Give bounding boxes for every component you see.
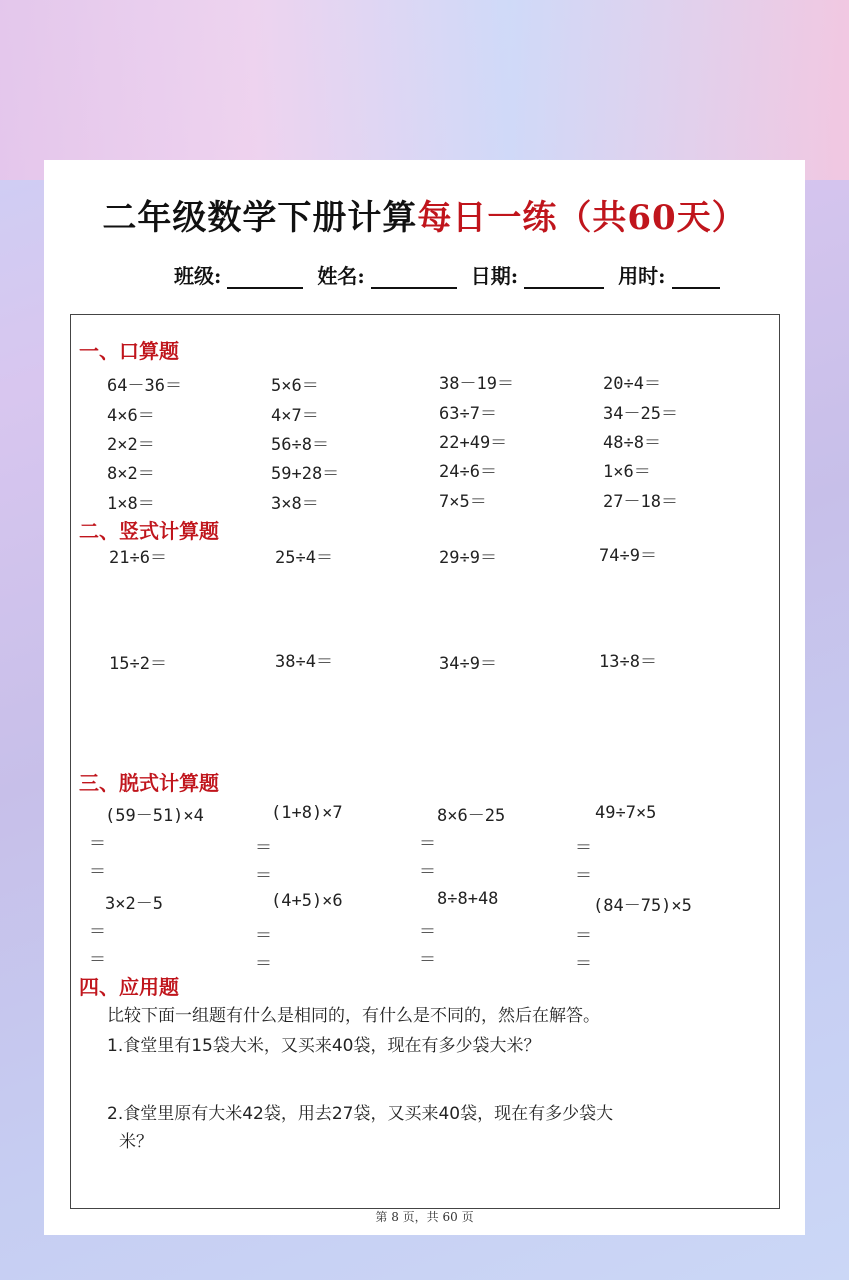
oral-item: 34－25＝ — [603, 404, 678, 424]
vertical-item: 29÷9＝ — [439, 548, 497, 568]
oral-item: 1×8＝ — [107, 494, 155, 514]
step-item: (59－51)×4 — [105, 806, 204, 826]
oral-item: 48÷8＝ — [603, 433, 661, 453]
step-item: 49÷7×5 — [595, 803, 657, 823]
word-intro: 比较下面一组题有什么是相同的，有什么是不同的，然后在解答。 — [107, 1006, 600, 1026]
equals-sign: ＝ — [255, 838, 272, 858]
vertical-item: 21÷6＝ — [109, 548, 167, 568]
equals-sign: ＝ — [89, 950, 106, 970]
equals-sign: ＝ — [89, 862, 106, 882]
vertical-item: 74÷9＝ — [599, 546, 657, 566]
equals-sign: ＝ — [255, 954, 272, 974]
oral-item: 20÷4＝ — [603, 374, 661, 394]
page-footer: 第 8 页，共 60 页 — [375, 1210, 474, 1224]
equals-sign: ＝ — [419, 834, 436, 854]
oral-item: 38－19＝ — [439, 374, 514, 394]
section-vertical-title: 二、竖式计算题 — [79, 519, 219, 543]
background-glow — [0, 0, 849, 180]
name-label: 姓名: — [317, 264, 365, 288]
time-blank[interactable] — [672, 269, 720, 289]
oral-item: 22+49＝ — [439, 433, 508, 453]
equals-sign: ＝ — [575, 866, 592, 886]
equals-sign: ＝ — [255, 866, 272, 886]
oral-item: 27－18＝ — [603, 492, 678, 512]
vertical-item: 25÷4＝ — [275, 548, 333, 568]
oral-item: 64－36＝ — [107, 376, 182, 396]
info-row — [174, 260, 728, 289]
section-oral-title: 一、口算题 — [79, 339, 179, 363]
worksheet-page — [44, 160, 805, 1235]
oral-item: 59+28＝ — [271, 464, 340, 484]
equals-sign: ＝ — [575, 954, 592, 974]
equals-sign: ＝ — [575, 926, 592, 946]
vertical-item: 13÷8＝ — [599, 652, 657, 672]
date-label: 日期: — [470, 264, 519, 288]
step-item: 8÷8+48 — [437, 889, 499, 909]
oral-item: 1×6＝ — [603, 462, 651, 482]
step-item: 3×2－5 — [105, 894, 163, 914]
equals-sign: ＝ — [255, 926, 272, 946]
class-label: 班级: — [174, 264, 222, 288]
title-black-part: 二年级数学下册计算 — [102, 198, 418, 238]
step-item: (1+8)×7 — [271, 803, 343, 823]
oral-item: 5×6＝ — [271, 376, 319, 396]
step-item: (84－75)×5 — [593, 896, 692, 916]
title-red-part: 每日一练（共60天） — [417, 198, 747, 238]
section-step-title: 三、脱式计算题 — [79, 771, 219, 795]
exercise-box — [70, 314, 780, 1209]
equals-sign: ＝ — [419, 950, 436, 970]
time-label: 用时: — [618, 264, 666, 288]
oral-item: 2×2＝ — [107, 435, 155, 455]
word-question-1: 1.食堂里有15袋大米，又买来40袋，现在有多少袋大米？ — [107, 1036, 541, 1056]
oral-item: 4×6＝ — [107, 406, 155, 426]
date-blank[interactable] — [524, 269, 604, 289]
equals-sign: ＝ — [419, 922, 436, 942]
vertical-item: 34÷9＝ — [439, 654, 497, 674]
oral-item: 7×5＝ — [439, 492, 487, 512]
word-question-2-cont: 米？ — [119, 1132, 153, 1152]
oral-item: 56÷8＝ — [271, 435, 329, 455]
page-title — [44, 190, 805, 239]
name-blank[interactable] — [371, 269, 457, 289]
step-item: (4+5)×6 — [271, 891, 343, 911]
oral-item: 3×8＝ — [271, 494, 319, 514]
oral-item: 8×2＝ — [107, 464, 155, 484]
equals-sign: ＝ — [89, 922, 106, 942]
word-question-2: 2.食堂里原有大米42袋，用去27袋，又买来40袋，现在有多少袋大 — [107, 1104, 614, 1124]
oral-item: 24÷6＝ — [439, 462, 497, 482]
equals-sign: ＝ — [575, 838, 592, 858]
vertical-item: 15÷2＝ — [109, 654, 167, 674]
oral-item: 4×7＝ — [271, 406, 319, 426]
vertical-item: 38÷4＝ — [275, 652, 333, 672]
class-blank[interactable] — [227, 269, 303, 289]
section-word-title: 四、应用题 — [79, 975, 179, 999]
equals-sign: ＝ — [419, 862, 436, 882]
oral-item: 63÷7＝ — [439, 404, 497, 424]
step-item: 8×6－25 — [437, 806, 506, 826]
equals-sign: ＝ — [89, 834, 106, 854]
